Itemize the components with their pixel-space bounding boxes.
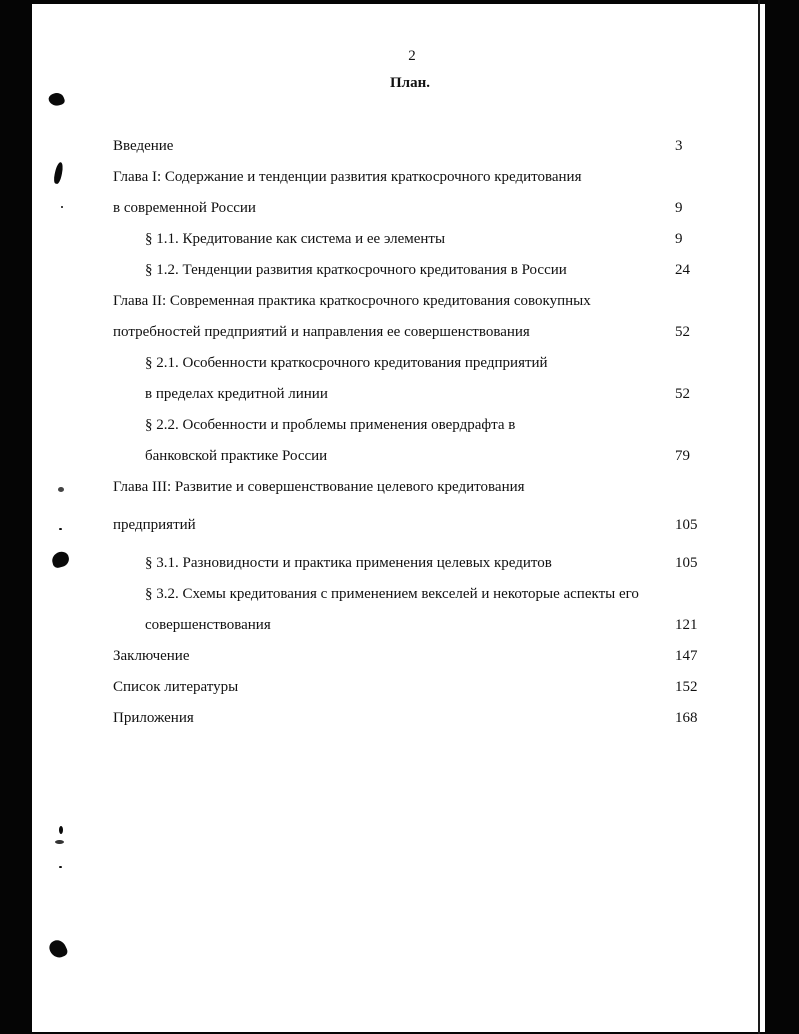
toc-section-3-2-line1: § 3.2. Схемы кредитования с применением векселей и некоторые аспекты его — [145, 586, 639, 602]
toc-conclusion-label: Заключение — [113, 648, 190, 664]
toc-appendix-label: Приложения — [113, 710, 194, 726]
scan-speck — [58, 487, 64, 492]
toc-section-1-1-label: § 1.1. Кредитование как система и ее элементы — [145, 231, 446, 247]
toc-section-3-1-page: 105 — [675, 555, 698, 571]
toc-chapter2-page: 52 — [675, 324, 690, 340]
toc-section-3-2-line2: совершенствования — [145, 617, 271, 633]
toc-conclusion-page: 147 — [675, 648, 698, 664]
scan-speck — [53, 162, 64, 185]
scan-speck — [59, 528, 62, 530]
toc-section-2-2-line2: банковской практике России — [145, 448, 328, 464]
page-number: 2 — [408, 48, 416, 64]
scan-speck — [59, 866, 62, 868]
toc-section-3-2-page: 121 — [675, 617, 698, 633]
toc-references-page: 152 — [675, 679, 698, 695]
toc-chapter2-line2: потребностей предприятий и направления ее совершенствования — [113, 324, 530, 340]
toc-section-1-2-page: 24 — [675, 262, 690, 278]
toc-chapter2-line1: Глава II: Современная практика краткосрочного кредитования совокупных — [113, 293, 591, 309]
toc-section-2-1-page: 52 — [675, 386, 690, 402]
page-edge-line — [758, 0, 760, 1034]
scan-speck — [59, 826, 63, 834]
scan-speck — [55, 840, 64, 844]
toc-references-label: Список литературы — [113, 679, 239, 695]
toc-chapter3-page: 105 — [675, 517, 698, 533]
toc-chapter3-line2: предприятий — [113, 517, 196, 533]
toc-section-2-1-line2: в пределах кредитной линии — [145, 386, 328, 402]
toc-section-1-1-page: 9 — [675, 231, 683, 247]
toc-intro-label: Введение — [113, 138, 174, 154]
toc-section-2-2-line1: § 2.2. Особенности и проблемы применения овердрафта в — [145, 417, 516, 433]
toc-section-3-1-label: § 3.1. Разновидности и практика применения целевых кредитов — [145, 555, 552, 571]
toc-chapter1-page: 9 — [675, 200, 683, 216]
toc-intro-page: 3 — [675, 138, 683, 154]
toc-section-2-1-line1: § 2.1. Особенности краткосрочного кредитования предприятий — [145, 355, 548, 371]
toc-chapter1-line2: в современной России — [113, 200, 256, 216]
toc-section-2-2-page: 79 — [675, 448, 690, 464]
scan-speck — [61, 206, 63, 208]
toc-appendix-page: 168 — [675, 710, 698, 726]
scan-speck — [47, 91, 66, 108]
scan-speck — [47, 937, 69, 960]
toc-section-1-2-label: § 1.2. Тенденции развития краткосрочного кредитования в России — [145, 262, 567, 278]
toc-chapter1-line1: Глава I: Содержание и тенденции развития краткосрочного кредитования — [113, 169, 582, 185]
toc-chapter3-line1: Глава III: Развитие и совершенствование целевого кредитования — [113, 479, 525, 495]
page-title: План. — [390, 75, 430, 91]
scan-speck — [50, 550, 70, 569]
